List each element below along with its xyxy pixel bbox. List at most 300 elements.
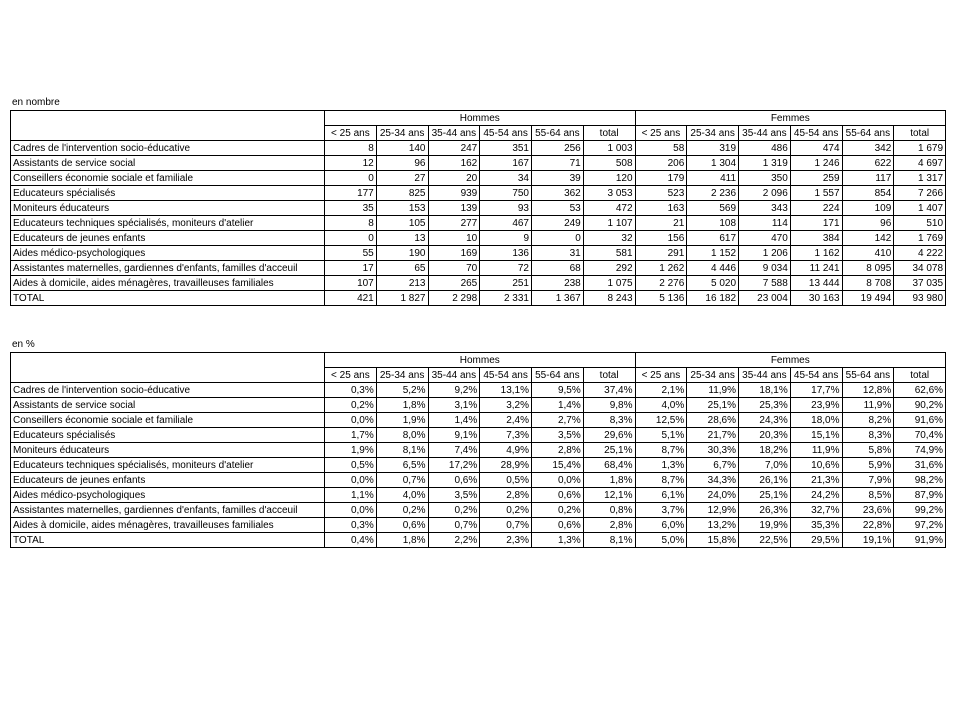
women-value-cell: 22,5% <box>739 533 791 548</box>
men-value-cell: 8,1% <box>376 443 428 458</box>
women-value-cell: 11 241 <box>790 261 842 276</box>
women-value-cell: 35,3% <box>790 518 842 533</box>
women-value-cell: 2,1% <box>635 383 687 398</box>
women-value-cell: 1 262 <box>635 261 687 276</box>
women-value-cell: 622 <box>842 156 894 171</box>
women-value-cell: 171 <box>790 216 842 231</box>
women-value-cell: 117 <box>842 171 894 186</box>
gender-header-row <box>11 353 946 368</box>
women-value-cell: 224 <box>790 201 842 216</box>
women-value-cell: 3,7% <box>635 503 687 518</box>
percent-section-caption: en % <box>12 339 35 350</box>
men-value-cell: 4,9% <box>480 443 532 458</box>
women-value-cell: 91,6% <box>894 413 946 428</box>
women-value-cell: 23 004 <box>739 291 791 306</box>
corner-cell <box>11 126 325 141</box>
men-value-cell: 29,6% <box>583 428 635 443</box>
women-value-cell: 156 <box>635 231 687 246</box>
men-value-cell: 251 <box>480 276 532 291</box>
men-value-cell: 17,2% <box>428 458 480 473</box>
men-value-cell: 8,0% <box>376 428 428 443</box>
men-value-cell: 9 <box>480 231 532 246</box>
men-value-cell: 2,8% <box>583 518 635 533</box>
women-value-cell: 5,9% <box>842 458 894 473</box>
women-value-cell: 19,1% <box>842 533 894 548</box>
men-value-cell: 93 <box>480 201 532 216</box>
women-age-header: 55-64 ans <box>842 368 894 383</box>
women-value-cell: 9 034 <box>739 261 791 276</box>
table-row <box>11 428 946 443</box>
women-value-cell: 8 708 <box>842 276 894 291</box>
women-value-cell: 62,6% <box>894 383 946 398</box>
row-label: TOTAL <box>11 291 325 306</box>
women-value-cell: 11,9% <box>842 398 894 413</box>
women-value-cell: 5 136 <box>635 291 687 306</box>
men-value-cell: 247 <box>428 141 480 156</box>
women-value-cell: 21,7% <box>687 428 739 443</box>
table-row <box>11 231 946 246</box>
men-value-cell: 10 <box>428 231 480 246</box>
women-value-cell: 319 <box>687 141 739 156</box>
women-value-cell: 114 <box>739 216 791 231</box>
women-value-cell: 8 095 <box>842 261 894 276</box>
men-value-cell: 2,2% <box>428 533 480 548</box>
men-value-cell: 9,1% <box>428 428 480 443</box>
women-value-cell: 13 444 <box>790 276 842 291</box>
men-value-cell: 13 <box>376 231 428 246</box>
men-value-cell: 508 <box>583 156 635 171</box>
women-value-cell: 474 <box>790 141 842 156</box>
women-value-cell: 18,2% <box>739 443 791 458</box>
men-value-cell: 0,2% <box>376 503 428 518</box>
men-value-cell: 31 <box>532 246 584 261</box>
men-value-cell: 825 <box>376 186 428 201</box>
row-label: Cadres de l'intervention socio-éducative <box>11 383 325 398</box>
men-value-cell: 136 <box>480 246 532 261</box>
men-value-cell: 362 <box>532 186 584 201</box>
men-value-cell: 939 <box>428 186 480 201</box>
men-value-cell: 32 <box>583 231 635 246</box>
men-value-cell: 68,4% <box>583 458 635 473</box>
men-value-cell: 1,1% <box>325 488 377 503</box>
women-value-cell: 25,1% <box>687 398 739 413</box>
men-age-header: 45-54 ans <box>480 368 532 383</box>
women-value-cell: 24,0% <box>687 488 739 503</box>
row-label: TOTAL <box>11 533 325 548</box>
table-row <box>11 171 946 186</box>
men-value-cell: 35 <box>325 201 377 216</box>
women-age-header: total <box>894 126 946 141</box>
men-value-cell: 9,2% <box>428 383 480 398</box>
men-value-cell: 190 <box>376 246 428 261</box>
corner-cell <box>11 368 325 383</box>
table-row <box>11 383 946 398</box>
women-value-cell: 8,7% <box>635 443 687 458</box>
women-value-cell: 2 236 <box>687 186 739 201</box>
women-value-cell: 18,0% <box>790 413 842 428</box>
men-age-header: 55-64 ans <box>532 368 584 383</box>
men-value-cell: 9,8% <box>583 398 635 413</box>
table-row <box>11 291 946 306</box>
men-value-cell: 351 <box>480 141 532 156</box>
women-value-cell: 19,9% <box>739 518 791 533</box>
women-value-cell: 30,3% <box>687 443 739 458</box>
women-value-cell: 523 <box>635 186 687 201</box>
women-value-cell: 7,9% <box>842 473 894 488</box>
men-value-cell: 162 <box>428 156 480 171</box>
men-value-cell: 8,1% <box>583 533 635 548</box>
men-value-cell: 139 <box>428 201 480 216</box>
women-value-cell: 37 035 <box>894 276 946 291</box>
women-age-header: 35-44 ans <box>739 126 791 141</box>
women-value-cell: 70,4% <box>894 428 946 443</box>
men-value-cell: 0,7% <box>376 473 428 488</box>
men-value-cell: 238 <box>532 276 584 291</box>
women-value-cell: 34,3% <box>687 473 739 488</box>
men-value-cell: 2 298 <box>428 291 480 306</box>
table-row <box>11 443 946 458</box>
men-value-cell: 3 053 <box>583 186 635 201</box>
women-value-cell: 4,0% <box>635 398 687 413</box>
table-row <box>11 503 946 518</box>
men-value-cell: 0,0% <box>325 473 377 488</box>
men-value-cell: 1 003 <box>583 141 635 156</box>
men-value-cell: 0 <box>325 231 377 246</box>
row-label: Assistantes maternelles, gardiennes d'enfants, familles d'acceuil <box>11 261 325 276</box>
women-value-cell: 30 163 <box>790 291 842 306</box>
women-value-cell: 23,6% <box>842 503 894 518</box>
men-value-cell: 177 <box>325 186 377 201</box>
men-value-cell: 0,8% <box>583 503 635 518</box>
men-value-cell: 8,3% <box>583 413 635 428</box>
women-value-cell: 6,1% <box>635 488 687 503</box>
women-value-cell: 1 152 <box>687 246 739 261</box>
men-value-cell: 17 <box>325 261 377 276</box>
women-value-cell: 510 <box>894 216 946 231</box>
women-value-cell: 99,2% <box>894 503 946 518</box>
women-value-cell: 259 <box>790 171 842 186</box>
women-value-cell: 617 <box>687 231 739 246</box>
men-value-cell: 0,0% <box>325 503 377 518</box>
men-value-cell: 0 <box>532 231 584 246</box>
row-label: Assistants de service social <box>11 156 325 171</box>
men-group-header: Hommes <box>325 111 636 126</box>
men-value-cell: 2 331 <box>480 291 532 306</box>
men-value-cell: 1,7% <box>325 428 377 443</box>
women-value-cell: 1 769 <box>894 231 946 246</box>
men-value-cell: 0,5% <box>480 473 532 488</box>
women-value-cell: 343 <box>739 201 791 216</box>
row-label: Educateurs spécialisés <box>11 428 325 443</box>
men-value-cell: 169 <box>428 246 480 261</box>
men-value-cell: 13,1% <box>480 383 532 398</box>
men-value-cell: 37,4% <box>583 383 635 398</box>
men-value-cell: 12 <box>325 156 377 171</box>
row-label: Educateurs techniques spécialisés, moniteurs d'atelier <box>11 216 325 231</box>
women-value-cell: 5 020 <box>687 276 739 291</box>
women-age-header: total <box>894 368 946 383</box>
women-group-header: Femmes <box>635 111 946 126</box>
women-age-header: 55-64 ans <box>842 126 894 141</box>
men-value-cell: 3,2% <box>480 398 532 413</box>
women-value-cell: 1 206 <box>739 246 791 261</box>
age-header-row <box>11 126 946 141</box>
women-group-header: Femmes <box>635 353 946 368</box>
women-value-cell: 21 <box>635 216 687 231</box>
women-value-cell: 34 078 <box>894 261 946 276</box>
men-age-header: < 25 ans <box>325 368 377 383</box>
men-value-cell: 15,4% <box>532 458 584 473</box>
table-row <box>11 246 946 261</box>
men-value-cell: 3,1% <box>428 398 480 413</box>
women-value-cell: 1 246 <box>790 156 842 171</box>
men-age-header: 35-44 ans <box>428 126 480 141</box>
row-label: Conseillers économie sociale et familiale <box>11 413 325 428</box>
men-value-cell: 28,9% <box>480 458 532 473</box>
women-value-cell: 87,9% <box>894 488 946 503</box>
men-value-cell: 467 <box>480 216 532 231</box>
women-value-cell: 6,7% <box>687 458 739 473</box>
women-value-cell: 1,3% <box>635 458 687 473</box>
men-age-header: total <box>583 126 635 141</box>
row-label: Assistantes maternelles, gardiennes d'enfants, familles d'acceuil <box>11 503 325 518</box>
gender-header-row <box>11 111 946 126</box>
table-row <box>11 518 946 533</box>
men-value-cell: 70 <box>428 261 480 276</box>
men-value-cell: 1,4% <box>532 398 584 413</box>
women-value-cell: 31,6% <box>894 458 946 473</box>
men-value-cell: 53 <box>532 201 584 216</box>
men-value-cell: 2,3% <box>480 533 532 548</box>
men-value-cell: 1,8% <box>376 398 428 413</box>
women-value-cell: 58 <box>635 141 687 156</box>
percent-table <box>10 352 946 548</box>
table-row <box>11 201 946 216</box>
men-value-cell: 3,5% <box>428 488 480 503</box>
women-value-cell: 11,9% <box>790 443 842 458</box>
women-value-cell: 1 162 <box>790 246 842 261</box>
women-value-cell: 1 679 <box>894 141 946 156</box>
men-value-cell: 55 <box>325 246 377 261</box>
men-value-cell: 0,7% <box>428 518 480 533</box>
men-value-cell: 0,0% <box>325 413 377 428</box>
women-age-header: 25-34 ans <box>687 368 739 383</box>
women-value-cell: 91,9% <box>894 533 946 548</box>
women-value-cell: 8,5% <box>842 488 894 503</box>
women-value-cell: 5,0% <box>635 533 687 548</box>
men-value-cell: 292 <box>583 261 635 276</box>
women-value-cell: 4 446 <box>687 261 739 276</box>
women-value-cell: 8,3% <box>842 428 894 443</box>
women-value-cell: 5,1% <box>635 428 687 443</box>
men-value-cell: 0,6% <box>428 473 480 488</box>
women-value-cell: 12,5% <box>635 413 687 428</box>
women-value-cell: 15,8% <box>687 533 739 548</box>
men-age-header: total <box>583 368 635 383</box>
women-value-cell: 16 182 <box>687 291 739 306</box>
women-value-cell: 4 697 <box>894 156 946 171</box>
women-value-cell: 12,9% <box>687 503 739 518</box>
women-value-cell: 4 222 <box>894 246 946 261</box>
men-value-cell: 0,3% <box>325 383 377 398</box>
women-value-cell: 17,7% <box>790 383 842 398</box>
row-label: Aides à domicile, aides ménagères, travailleuses familiales <box>11 518 325 533</box>
women-value-cell: 1 317 <box>894 171 946 186</box>
men-value-cell: 9,5% <box>532 383 584 398</box>
men-age-header: 25-34 ans <box>376 126 428 141</box>
women-value-cell: 15,1% <box>790 428 842 443</box>
men-value-cell: 7,4% <box>428 443 480 458</box>
men-value-cell: 12,1% <box>583 488 635 503</box>
women-value-cell: 2 276 <box>635 276 687 291</box>
women-value-cell: 142 <box>842 231 894 246</box>
women-value-cell: 5,8% <box>842 443 894 458</box>
men-value-cell: 34 <box>480 171 532 186</box>
men-value-cell: 0,2% <box>428 503 480 518</box>
men-age-header: 35-44 ans <box>428 368 480 383</box>
women-value-cell: 21,3% <box>790 473 842 488</box>
women-value-cell: 7,0% <box>739 458 791 473</box>
table-row <box>11 458 946 473</box>
men-value-cell: 265 <box>428 276 480 291</box>
women-value-cell: 1 304 <box>687 156 739 171</box>
women-value-cell: 384 <box>790 231 842 246</box>
women-value-cell: 342 <box>842 141 894 156</box>
men-value-cell: 0,0% <box>532 473 584 488</box>
women-value-cell: 98,2% <box>894 473 946 488</box>
men-value-cell: 421 <box>325 291 377 306</box>
men-value-cell: 105 <box>376 216 428 231</box>
table-row <box>11 398 946 413</box>
men-value-cell: 0,7% <box>480 518 532 533</box>
men-value-cell: 8 <box>325 141 377 156</box>
men-value-cell: 107 <box>325 276 377 291</box>
table-row <box>11 276 946 291</box>
table-row <box>11 413 946 428</box>
women-age-header: 45-54 ans <box>790 126 842 141</box>
women-value-cell: 411 <box>687 171 739 186</box>
row-label: Aides médico-psychologiques <box>11 246 325 261</box>
men-value-cell: 68 <box>532 261 584 276</box>
women-value-cell: 25,3% <box>739 398 791 413</box>
men-value-cell: 2,7% <box>532 413 584 428</box>
table-row <box>11 488 946 503</box>
table-row <box>11 156 946 171</box>
women-value-cell: 7 588 <box>739 276 791 291</box>
women-value-cell: 470 <box>739 231 791 246</box>
women-value-cell: 108 <box>687 216 739 231</box>
women-value-cell: 22,8% <box>842 518 894 533</box>
men-value-cell: 1,9% <box>376 413 428 428</box>
men-value-cell: 1 827 <box>376 291 428 306</box>
men-value-cell: 0 <box>325 171 377 186</box>
men-age-header: 25-34 ans <box>376 368 428 383</box>
men-value-cell: 2,8% <box>532 443 584 458</box>
row-label: Moniteurs éducateurs <box>11 443 325 458</box>
men-value-cell: 0,2% <box>532 503 584 518</box>
women-value-cell: 12,8% <box>842 383 894 398</box>
table-row <box>11 141 946 156</box>
women-age-header: 35-44 ans <box>739 368 791 383</box>
table-row <box>11 473 946 488</box>
women-value-cell: 32,7% <box>790 503 842 518</box>
women-value-cell: 13,2% <box>687 518 739 533</box>
men-value-cell: 65 <box>376 261 428 276</box>
table-row <box>11 261 946 276</box>
women-value-cell: 410 <box>842 246 894 261</box>
men-value-cell: 472 <box>583 201 635 216</box>
table-row <box>11 533 946 548</box>
women-value-cell: 24,2% <box>790 488 842 503</box>
women-value-cell: 19 494 <box>842 291 894 306</box>
men-value-cell: 0,2% <box>325 398 377 413</box>
men-value-cell: 249 <box>532 216 584 231</box>
men-value-cell: 750 <box>480 186 532 201</box>
women-value-cell: 93 980 <box>894 291 946 306</box>
women-value-cell: 2 096 <box>739 186 791 201</box>
corner-cell <box>11 111 325 126</box>
women-value-cell: 1 319 <box>739 156 791 171</box>
men-value-cell: 0,2% <box>480 503 532 518</box>
table-row <box>11 216 946 231</box>
women-value-cell: 206 <box>635 156 687 171</box>
women-value-cell: 7 266 <box>894 186 946 201</box>
women-value-cell: 163 <box>635 201 687 216</box>
men-value-cell: 96 <box>376 156 428 171</box>
men-age-header: 55-64 ans <box>532 126 584 141</box>
men-value-cell: 8 243 <box>583 291 635 306</box>
table-row <box>11 186 946 201</box>
women-value-cell: 96 <box>842 216 894 231</box>
women-value-cell: 1 407 <box>894 201 946 216</box>
women-value-cell: 26,1% <box>739 473 791 488</box>
count-table <box>10 110 946 306</box>
women-value-cell: 18,1% <box>739 383 791 398</box>
row-label: Educateurs techniques spécialisés, moniteurs d'atelier <box>11 458 325 473</box>
men-value-cell: 1 367 <box>532 291 584 306</box>
men-value-cell: 1 107 <box>583 216 635 231</box>
men-value-cell: 581 <box>583 246 635 261</box>
row-label: Aides à domicile, aides ménagères, travailleuses familiales <box>11 276 325 291</box>
men-value-cell: 71 <box>532 156 584 171</box>
row-label: Aides médico-psychologiques <box>11 488 325 503</box>
men-value-cell: 6,5% <box>376 458 428 473</box>
women-age-header: 25-34 ans <box>687 126 739 141</box>
men-value-cell: 1,3% <box>532 533 584 548</box>
women-value-cell: 11,9% <box>687 383 739 398</box>
men-value-cell: 4,0% <box>376 488 428 503</box>
women-value-cell: 26,3% <box>739 503 791 518</box>
men-value-cell: 0,5% <box>325 458 377 473</box>
men-value-cell: 0,6% <box>376 518 428 533</box>
men-value-cell: 0,6% <box>532 518 584 533</box>
women-value-cell: 109 <box>842 201 894 216</box>
women-age-header: < 25 ans <box>635 368 687 383</box>
row-label: Moniteurs éducateurs <box>11 201 325 216</box>
men-value-cell: 167 <box>480 156 532 171</box>
men-value-cell: 5,2% <box>376 383 428 398</box>
men-value-cell: 3,5% <box>532 428 584 443</box>
corner-cell <box>11 353 325 368</box>
count-section-caption: en nombre <box>12 97 60 108</box>
women-value-cell: 569 <box>687 201 739 216</box>
men-value-cell: 20 <box>428 171 480 186</box>
women-value-cell: 486 <box>739 141 791 156</box>
men-value-cell: 72 <box>480 261 532 276</box>
men-value-cell: 8 <box>325 216 377 231</box>
men-value-cell: 153 <box>376 201 428 216</box>
row-label: Cadres de l'intervention socio-éducative <box>11 141 325 156</box>
